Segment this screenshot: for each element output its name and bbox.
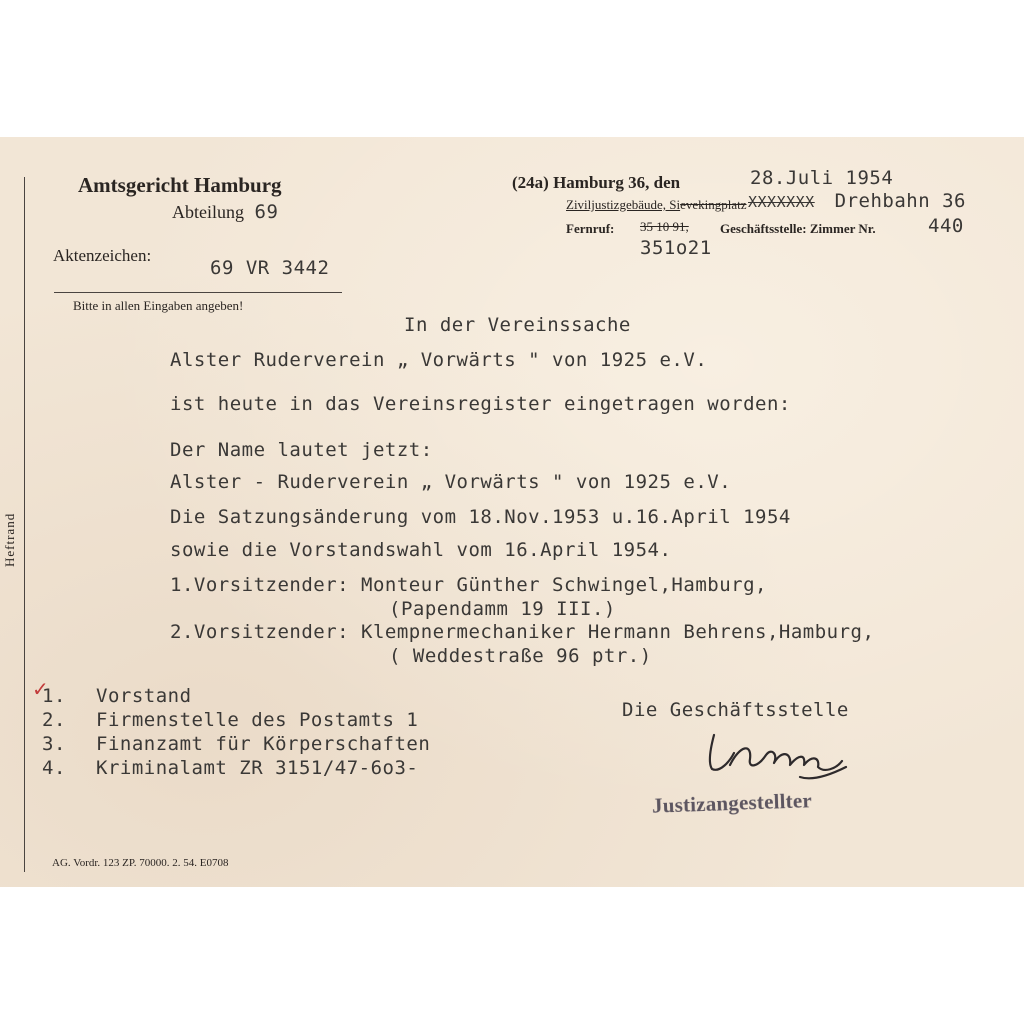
check-mark-icon: ✓ <box>32 679 49 701</box>
body-line-3: ist heute in das Vereinsregister eingetragen worden: <box>170 393 791 415</box>
body-line-6: Die Satzungsänderung vom 18.Nov.1953 u.16.April 1954 <box>170 506 791 528</box>
room-number: 440 <box>928 215 964 237</box>
court-name: Amtsgericht Hamburg <box>78 173 282 197</box>
distribution-item-2: Firmenstelle des Postamts 1 <box>96 709 419 731</box>
binding-margin-line <box>24 177 25 872</box>
distribution-num-2: 2. <box>42 709 66 731</box>
building-struck: evekingplatz <box>680 197 747 212</box>
body-line-11: ( Weddestraße 96 ptr.) <box>389 645 652 667</box>
distribution-item-1: Vorstand <box>96 685 192 707</box>
body-line-2: Alster Ruderverein „ Vorwärts " von 1925 e.V. <box>170 349 708 371</box>
reference-note: Bitte in allen Eingaben angeben! <box>73 298 244 313</box>
building-line <box>566 197 747 213</box>
file-ref-value: 69 VR 3442 <box>210 257 330 279</box>
body-line-5: Alster - Ruderverein „ Vorwärts " von 1925 e.V. <box>170 471 732 493</box>
place-prefix: (24a) Hamburg 36, den <box>512 173 681 192</box>
department-label: Abteilung <box>172 202 244 222</box>
handwritten-signature <box>700 725 860 785</box>
body-line-1: In der Vereinssache <box>404 314 631 336</box>
address-typed-line <box>748 190 966 212</box>
address-new: Drehbahn 36 <box>834 190 967 212</box>
phone-new: 351o21 <box>640 237 712 259</box>
phone-struck: 35 10 91, <box>640 219 689 234</box>
office-room-label: Geschäftsstelle: Zimmer Nr. <box>720 221 876 236</box>
distribution-item-4: Kriminalamt ZR 3151/47-6o3- <box>96 757 419 779</box>
distribution-num-4: 4. <box>42 757 66 779</box>
address-struck: XXXXXXX <box>748 193 815 211</box>
distribution-num-1: 1. <box>42 685 66 707</box>
body-line-9: (Papendamm 19 III.) <box>389 598 616 620</box>
department-line <box>172 201 278 223</box>
body-line-4: Der Name lautet jetzt: <box>170 439 433 461</box>
body-line-7: sowie die Vorstandswahl vom 16.April 1954. <box>170 539 672 561</box>
title-stamp: Justizangestellter <box>651 788 813 818</box>
distribution-num-3: 3. <box>42 733 66 755</box>
document-sheet <box>0 137 1024 887</box>
phone-label: Fernruf: <box>566 221 615 236</box>
file-ref-label: Aktenzeichen: <box>53 246 152 265</box>
heftrand-label: Heftrand <box>2 512 17 567</box>
form-code: AG. Vordr. 123 ZP. 70000. 2. 54. E0708 <box>52 857 229 869</box>
department-number: 69 <box>254 201 279 223</box>
office-signoff: Die Geschäftsstelle <box>622 699 849 721</box>
body-line-10: 2.Vorsitzender: Klempnermechaniker Hermann Behrens,Hamburg, <box>170 621 875 643</box>
separator-line <box>54 292 342 293</box>
body-line-8: 1.Vorsitzender: Monteur Günther Schwingel,Hamburg, <box>170 574 767 596</box>
building-name: Ziviljustizgebäude, Si <box>566 197 681 212</box>
letter-date: 28.Juli 1954 <box>750 167 894 189</box>
distribution-item-3: Finanzamt für Körperschaften <box>96 733 431 755</box>
